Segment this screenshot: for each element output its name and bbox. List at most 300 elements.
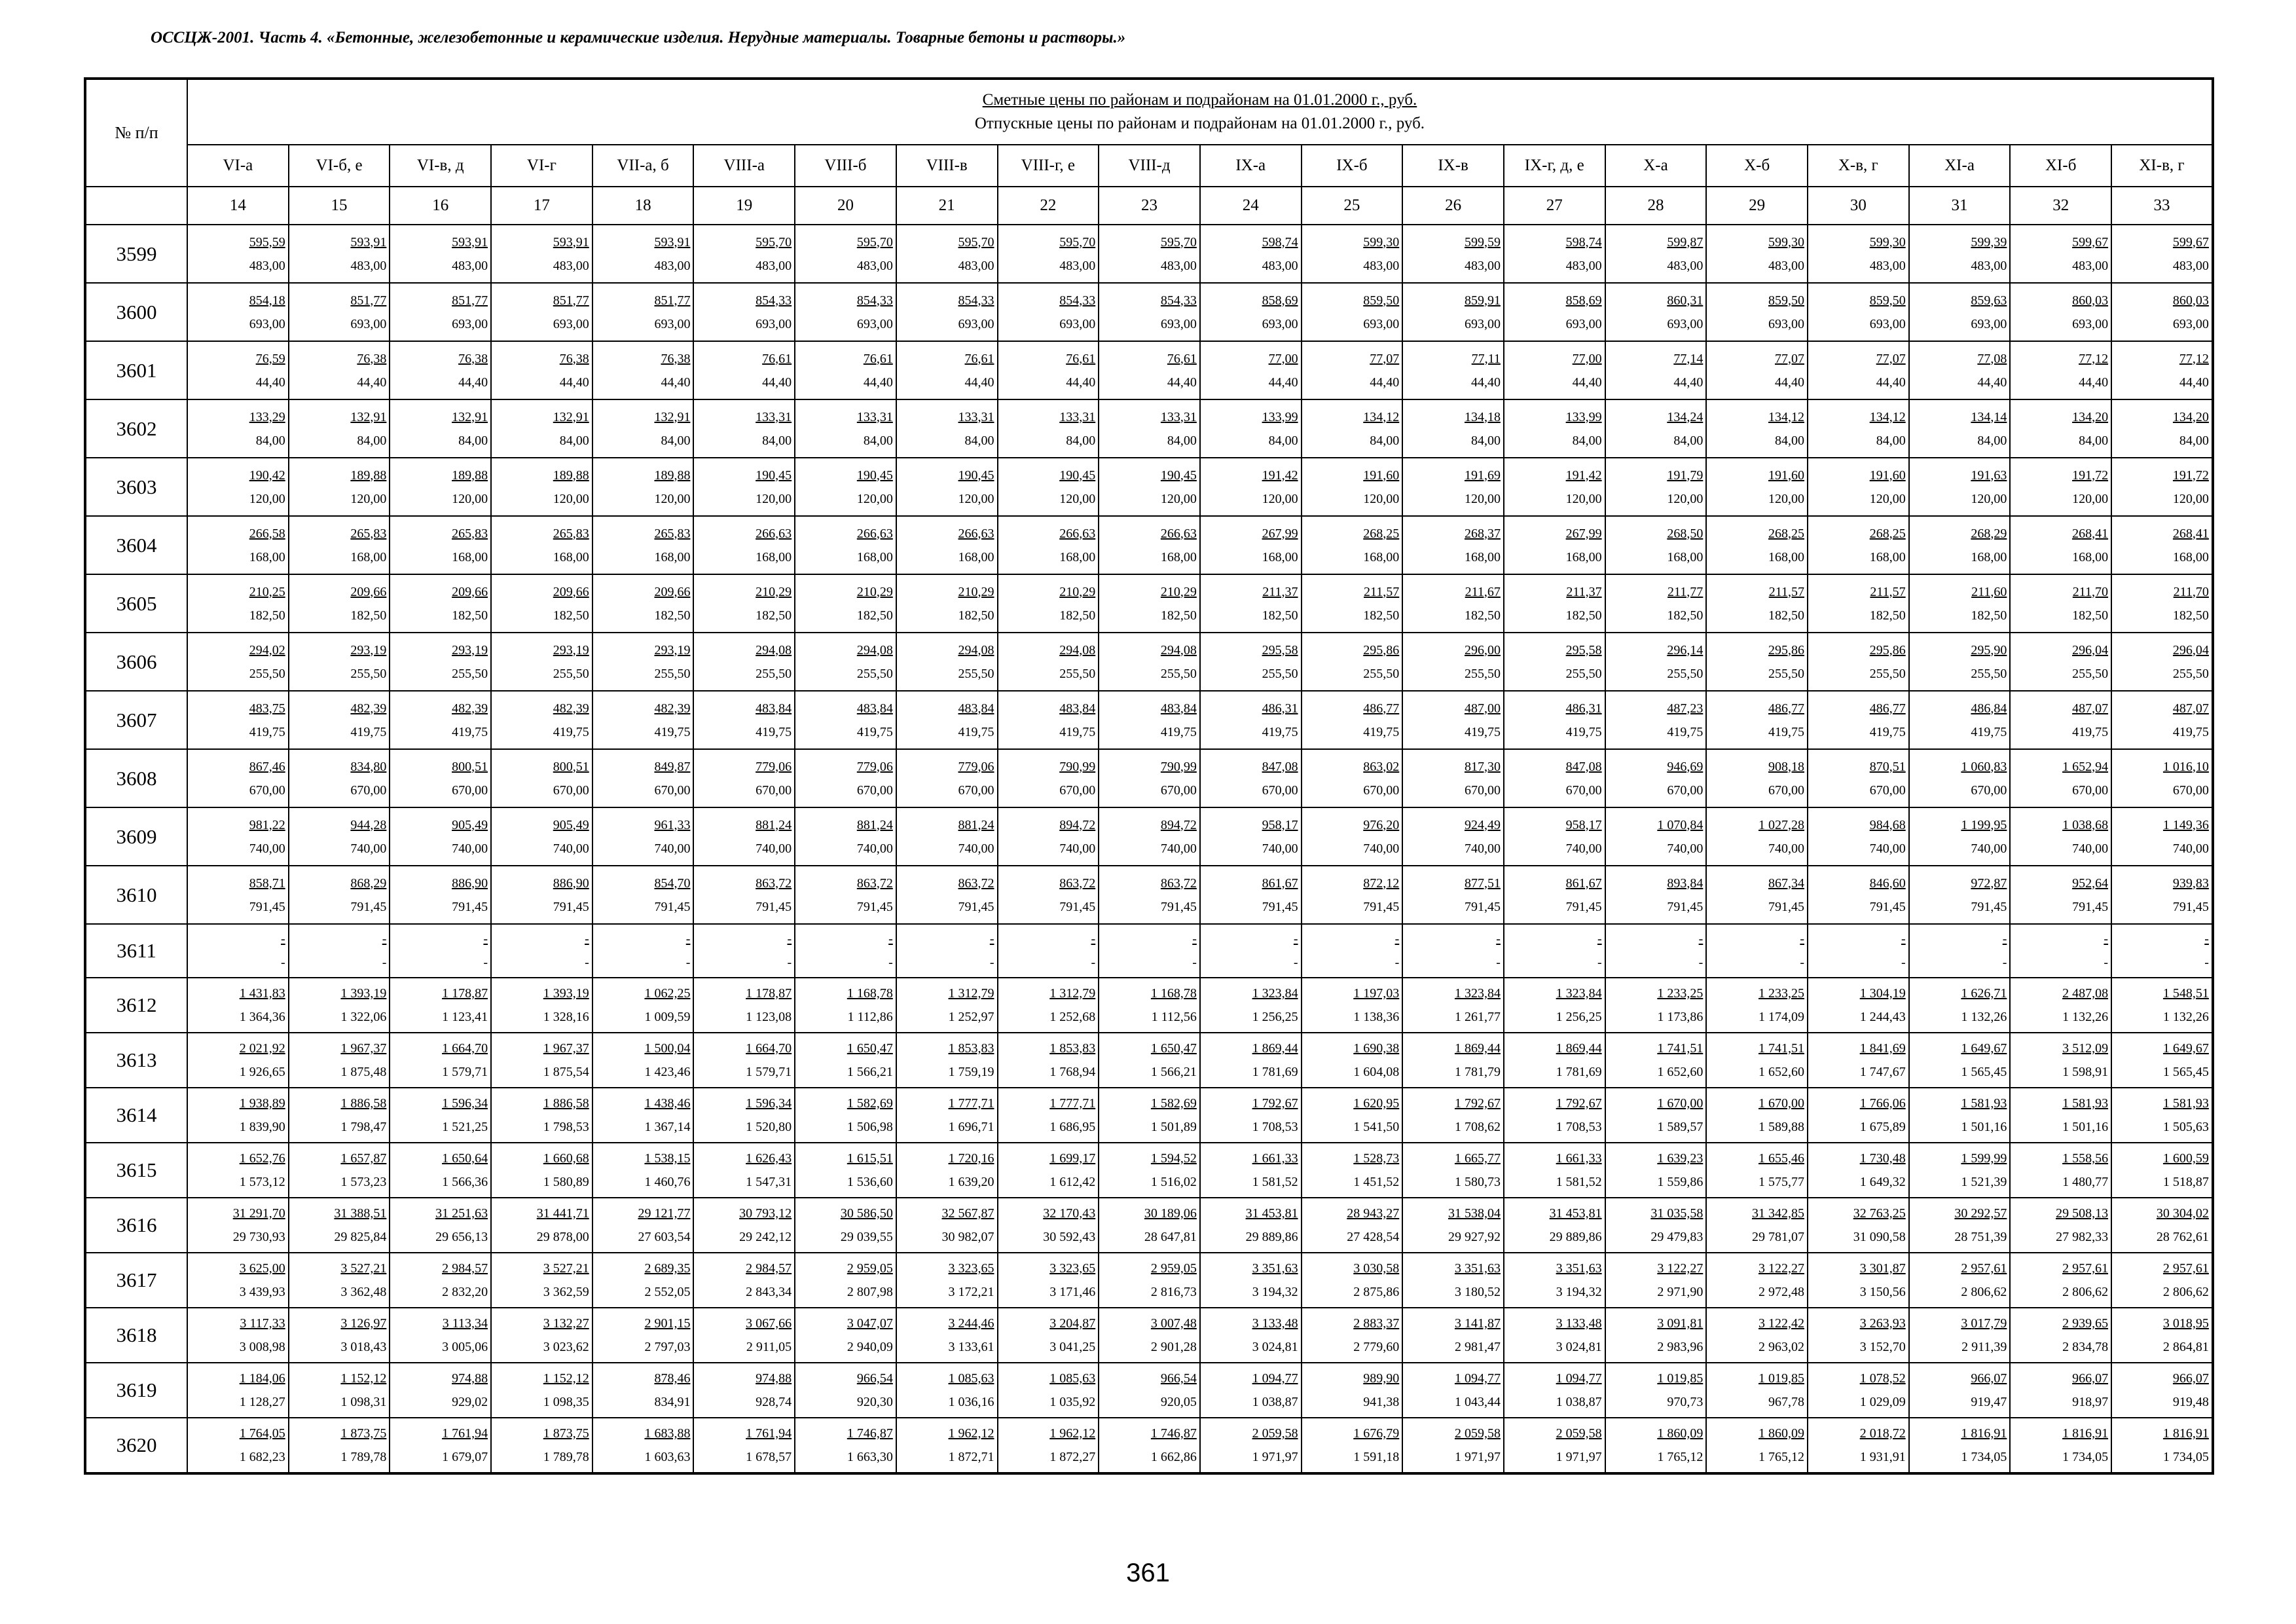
release-price: 182,50	[452, 608, 488, 623]
estimated-price: 483,84	[756, 701, 792, 716]
release-price: 693,00	[1262, 316, 1298, 331]
price-cell	[1706, 1198, 1808, 1253]
release-price: 168,00	[1667, 549, 1704, 564]
table-row	[85, 924, 2213, 978]
price-cell	[187, 1308, 289, 1363]
price-cell	[1909, 1418, 2011, 1473]
release-price: 1 501,89	[1150, 1120, 1197, 1134]
release-price: 920,30	[856, 1395, 893, 1409]
release-price: 740,00	[452, 841, 488, 856]
price-cell	[187, 1033, 289, 1088]
price-cell	[289, 1033, 390, 1088]
release-price: 1 604,08	[1353, 1065, 1400, 1079]
estimated-price: 1 596,34	[442, 1096, 488, 1111]
price-cell	[592, 1253, 694, 1308]
price-cell	[693, 1088, 795, 1143]
price-cell	[187, 1088, 289, 1143]
price-cell	[1504, 1253, 1605, 1308]
price-cell	[491, 399, 592, 458]
estimated-price: 1 657,87	[340, 1151, 387, 1166]
release-price: 693,00	[1971, 316, 2007, 331]
release-price: 168,00	[1869, 549, 1906, 564]
price-cell	[390, 691, 491, 749]
price-cell	[1909, 458, 2011, 516]
estimated-price: 1 766,06	[1859, 1096, 1906, 1111]
price-cell	[1200, 1253, 1302, 1308]
price-cell	[1099, 691, 1200, 749]
release-price: 670,00	[2172, 783, 2209, 798]
estimated-price: 1 676,79	[1353, 1426, 1400, 1441]
release-price: 919,48	[2172, 1395, 2209, 1409]
price-cell	[795, 978, 896, 1033]
region-header: IX-в	[1402, 145, 1504, 187]
price-cell	[1808, 1088, 1909, 1143]
price-cell	[1504, 225, 1605, 283]
price-cell	[1909, 399, 2011, 458]
estimated-price: 211,57	[1768, 584, 1804, 599]
table-row	[85, 749, 2213, 807]
price-cell	[2111, 1418, 2213, 1473]
release-price: 1 112,86	[847, 1010, 893, 1024]
estimated-price: 851,77	[553, 293, 589, 308]
price-cell	[1706, 399, 1808, 458]
price-cell	[1200, 458, 1302, 516]
estimated-price: 598,74	[1565, 234, 1602, 249]
price-cell	[390, 749, 491, 807]
estimated-price: 1 649,67	[2162, 1041, 2209, 1056]
release-price: 182,50	[1464, 608, 1501, 623]
price-cell	[1909, 691, 2011, 749]
release-price: 419,75	[1667, 724, 1704, 739]
release-price: 29 242,12	[739, 1230, 792, 1244]
release-price: 2 911,39	[1961, 1340, 2007, 1354]
estimated-price: 1 792,67	[1454, 1096, 1501, 1111]
release-price: 740,00	[1059, 841, 1096, 856]
estimated-price: 1 938,89	[239, 1096, 285, 1111]
estimated-price: 1 853,83	[948, 1041, 994, 1056]
release-price: 255,50	[1059, 666, 1096, 681]
release-price: 483,00	[249, 258, 285, 273]
price-cell	[2010, 807, 2111, 866]
price-cell	[289, 341, 390, 399]
estimated-price: 293,19	[350, 642, 387, 657]
estimated-price: 76,61	[762, 351, 792, 366]
release-price: 1 696,71	[948, 1120, 994, 1134]
price-cell	[693, 1308, 795, 1363]
estimated-price: 790,99	[1059, 759, 1096, 774]
release-price: 419,75	[1363, 724, 1400, 739]
release-price: 483,00	[958, 258, 994, 273]
price-cell	[2111, 807, 2213, 866]
price-cell	[1302, 1033, 1403, 1088]
price-cell	[491, 807, 592, 866]
release-price: 120,00	[1768, 491, 1804, 506]
price-cell	[289, 866, 390, 924]
row-number: 3612	[85, 978, 187, 1033]
region-header: XI-а	[1909, 145, 2011, 187]
release-price: 168,00	[452, 549, 488, 564]
price-cell	[2010, 924, 2111, 978]
estimated-price: 863,72	[1160, 876, 1197, 891]
estimated-price: -	[382, 932, 387, 946]
release-price: 28 751,39	[1954, 1230, 2007, 1244]
price-cell	[1605, 341, 1707, 399]
release-price: 1 663,30	[847, 1450, 893, 1464]
estimated-price: 1 665,77	[1454, 1151, 1501, 1166]
price-cell	[1504, 924, 1605, 978]
release-price: 929,02	[452, 1395, 488, 1409]
price-cell	[1706, 1418, 1808, 1473]
table-row	[85, 399, 2213, 458]
estimated-price: 1 038,68	[2062, 817, 2109, 832]
price-cell	[693, 691, 795, 749]
price-cell	[187, 283, 289, 341]
release-price: 1 174,09	[1758, 1010, 1804, 1024]
estimated-price: 905,49	[452, 817, 488, 832]
estimated-price: 854,70	[654, 876, 691, 891]
release-price: 483,00	[1768, 258, 1804, 273]
price-cell	[896, 458, 998, 516]
estimated-price: 2 984,57	[442, 1261, 488, 1276]
estimated-price: 2 059,58	[1556, 1426, 1602, 1441]
estimated-price: 3 351,63	[1252, 1261, 1298, 1276]
estimated-price: 2 957,61	[2062, 1261, 2109, 1276]
price-cell	[1302, 283, 1403, 341]
price-cell	[795, 283, 896, 341]
estimated-price: 1 178,87	[442, 986, 488, 1001]
release-price: 168,00	[1363, 549, 1400, 564]
price-cell	[998, 283, 1099, 341]
release-price: 670,00	[1262, 783, 1298, 798]
release-price: 419,75	[1262, 724, 1298, 739]
estimated-price: 3 301,87	[1859, 1261, 1906, 1276]
price-cell	[1302, 807, 1403, 866]
estimated-price: 30 292,57	[1954, 1206, 2007, 1221]
estimated-price: 854,33	[1160, 293, 1197, 308]
price-cell	[2111, 1033, 2213, 1088]
estimated-price: 599,67	[2072, 234, 2109, 249]
release-price: -	[281, 955, 285, 970]
row-number: 3618	[85, 1308, 187, 1363]
price-cell	[2111, 458, 2213, 516]
price-cell	[1200, 574, 1302, 633]
estimated-price: 266,63	[756, 526, 792, 541]
release-price: -	[382, 955, 387, 970]
release-price: 255,50	[2072, 666, 2109, 681]
release-price: 1 734,05	[2062, 1450, 2109, 1464]
release-price: 791,45	[1667, 899, 1704, 914]
price-cell	[592, 399, 694, 458]
release-price: 1 506,98	[847, 1120, 893, 1134]
price-cell	[1706, 1253, 1808, 1308]
estimated-price: 1 967,37	[340, 1041, 387, 1056]
price-cell	[491, 633, 592, 691]
price-cell	[1605, 1418, 1707, 1473]
release-price: 791,45	[1768, 899, 1804, 914]
column-number: 20	[795, 187, 896, 225]
price-cell	[1808, 866, 1909, 924]
row-number: 3600	[85, 283, 187, 341]
estimated-price: 974,88	[756, 1371, 792, 1386]
price-cell	[1909, 807, 2011, 866]
price-cell	[1200, 807, 1302, 866]
release-price: 255,50	[958, 666, 994, 681]
estimated-price: 3 133,48	[1252, 1316, 1298, 1331]
price-cell	[491, 574, 592, 633]
release-price: 791,45	[1869, 899, 1906, 914]
price-cell	[1605, 633, 1707, 691]
price-cell	[2010, 1308, 2111, 1363]
price-cell	[1099, 399, 1200, 458]
column-number: 15	[289, 187, 390, 225]
estimated-price: 1 600,59	[2162, 1151, 2209, 1166]
price-cell	[187, 399, 289, 458]
release-price: 182,50	[1160, 608, 1197, 623]
estimated-price: 190,45	[856, 468, 893, 483]
price-cell	[592, 283, 694, 341]
release-price: 1 518,87	[2162, 1175, 2209, 1189]
release-price: 3 024,81	[1556, 1340, 1602, 1354]
estimated-price: -	[2002, 932, 2007, 946]
estimated-price: 265,83	[553, 526, 589, 541]
price-cell	[1808, 1363, 1909, 1418]
price-cell	[693, 866, 795, 924]
estimated-price: 2 957,61	[1961, 1261, 2007, 1276]
price-cell	[1605, 924, 1707, 978]
price-cell	[693, 516, 795, 574]
release-price: 3 180,52	[1454, 1285, 1501, 1299]
estimated-price: 598,74	[1262, 234, 1298, 249]
price-cell	[896, 1033, 998, 1088]
estimated-price: 486,77	[1768, 701, 1804, 716]
price-cell	[896, 1418, 998, 1473]
release-price: 1 872,71	[948, 1450, 994, 1464]
price-cell	[1200, 1308, 1302, 1363]
estimated-price: 134,20	[2172, 409, 2209, 424]
estimated-price: 31 251,63	[435, 1206, 488, 1221]
price-cell	[998, 1033, 1099, 1088]
price-cell	[1504, 1033, 1605, 1088]
release-price: 941,38	[1363, 1395, 1400, 1409]
price-cell	[2010, 1088, 2111, 1143]
price-cell	[1302, 399, 1403, 458]
price-cell	[1706, 225, 1808, 283]
estimated-price: 868,29	[350, 876, 387, 891]
price-cell	[1808, 749, 1909, 807]
price-cell	[2111, 283, 2213, 341]
price-cell	[1302, 225, 1403, 283]
release-price: 3 150,56	[1859, 1285, 1906, 1299]
row-number: 3604	[85, 516, 187, 574]
region-header-row	[85, 145, 2213, 187]
column-number: 17	[491, 187, 592, 225]
price-cell	[491, 866, 592, 924]
release-price: 255,50	[2172, 666, 2209, 681]
estimated-price: 132,91	[452, 409, 488, 424]
release-price: 120,00	[452, 491, 488, 506]
price-cell	[1402, 1308, 1504, 1363]
release-price: 168,00	[553, 549, 589, 564]
price-cell	[390, 283, 491, 341]
release-price: 740,00	[756, 841, 792, 856]
price-cell	[592, 1033, 694, 1088]
estimated-price: 1 596,34	[746, 1096, 792, 1111]
table-row	[85, 1033, 2213, 1088]
estimated-price: 3 030,58	[1353, 1261, 1400, 1276]
price-cell	[1808, 516, 1909, 574]
estimated-price: 1 792,67	[1556, 1096, 1602, 1111]
release-price: 168,00	[856, 549, 893, 564]
price-cell	[1706, 1143, 1808, 1198]
release-price: 44,40	[1673, 375, 1704, 390]
release-price: 1 573,12	[239, 1175, 285, 1189]
release-price: 670,00	[1667, 783, 1704, 798]
price-cell	[896, 399, 998, 458]
estimated-price: 867,46	[249, 759, 285, 774]
price-cell	[795, 399, 896, 458]
price-cell	[896, 283, 998, 341]
price-cell	[390, 574, 491, 633]
release-price: -	[1192, 955, 1197, 970]
estimated-price: 210,29	[756, 584, 792, 599]
price-cell	[1099, 1088, 1200, 1143]
price-cell	[390, 1198, 491, 1253]
price-cell	[289, 1363, 390, 1418]
table-row	[85, 1363, 2213, 1418]
price-cell	[1302, 924, 1403, 978]
estimated-price: 599,39	[1971, 234, 2007, 249]
estimated-price: 1 777,71	[948, 1096, 994, 1111]
estimated-price: 1 019,85	[1657, 1371, 1704, 1386]
estimated-price: 851,77	[654, 293, 691, 308]
release-price: 928,74	[756, 1395, 792, 1409]
release-price: 120,00	[1262, 491, 1298, 506]
estimated-price: 1 149,36	[2162, 817, 2209, 832]
estimated-price: 1 816,91	[2062, 1426, 2109, 1441]
price-cell	[896, 978, 998, 1033]
estimated-price: 77,14	[1673, 351, 1704, 366]
price-cell	[1808, 978, 1909, 1033]
estimated-price: 482,39	[654, 701, 691, 716]
price-cell	[795, 458, 896, 516]
release-price: -	[1293, 955, 1298, 970]
estimated-price: 1 582,69	[1150, 1096, 1197, 1111]
release-price: -	[1901, 955, 1906, 970]
estimated-price: 3 263,93	[1859, 1316, 1906, 1331]
estimated-price: 267,99	[1565, 526, 1602, 541]
release-price: 120,00	[1667, 491, 1704, 506]
release-price: 84,00	[1876, 433, 1906, 448]
release-price: 28 762,61	[2156, 1230, 2209, 1244]
release-price: 84,00	[1470, 433, 1501, 448]
release-price: 791,45	[756, 899, 792, 914]
price-cell	[187, 1198, 289, 1253]
estimated-price: 31 453,81	[1245, 1206, 1298, 1221]
release-price: 3 005,06	[442, 1340, 488, 1354]
price-cell	[795, 341, 896, 399]
row-number: 3617	[85, 1253, 187, 1308]
estimated-price: 859,50	[1869, 293, 1906, 308]
price-cell	[998, 1253, 1099, 1308]
price-cell	[795, 1308, 896, 1363]
estimated-price: 134,24	[1667, 409, 1704, 424]
estimated-price: 133,99	[1565, 409, 1602, 424]
table-row	[85, 1418, 2213, 1473]
release-price: 182,50	[553, 608, 589, 623]
release-price: 1 035,92	[1049, 1395, 1096, 1409]
price-cell	[693, 574, 795, 633]
estimated-price: -	[1800, 932, 1804, 946]
price-cell	[693, 1253, 795, 1308]
price-cell	[1605, 807, 1707, 866]
row-number: 3603	[85, 458, 187, 516]
release-price: 670,00	[756, 783, 792, 798]
price-cell	[1099, 1033, 1200, 1088]
release-price: -	[2104, 955, 2109, 970]
release-price: 419,75	[249, 724, 285, 739]
estimated-price: 189,88	[654, 468, 691, 483]
price-cell	[289, 633, 390, 691]
release-price: 2 806,62	[2062, 1285, 2109, 1299]
release-price: 1 029,09	[1859, 1395, 1906, 1409]
price-cell	[896, 1143, 998, 1198]
release-price: 791,45	[1565, 899, 1602, 914]
release-price: 693,00	[1869, 316, 1906, 331]
estimated-price: 858,69	[1262, 293, 1298, 308]
release-price: 670,00	[1464, 783, 1501, 798]
price-cell	[1099, 1143, 1200, 1198]
release-price: 29 927,92	[1448, 1230, 1501, 1244]
estimated-price: 894,72	[1059, 817, 1096, 832]
price-cell	[1909, 924, 2011, 978]
price-cell	[390, 807, 491, 866]
estimated-price: 1 652,94	[2062, 759, 2109, 774]
estimated-price: 2 959,05	[847, 1261, 893, 1276]
release-price: 419,75	[756, 724, 792, 739]
estimated-price: 1 660,68	[543, 1151, 589, 1166]
price-cell	[491, 978, 592, 1033]
release-price: 791,45	[1464, 899, 1501, 914]
release-price: 182,50	[2072, 608, 2109, 623]
estimated-price: -	[281, 932, 285, 946]
table-row	[85, 807, 2213, 866]
column-number: 32	[2010, 187, 2111, 225]
estimated-price: 854,33	[756, 293, 792, 308]
release-price: 182,50	[958, 608, 994, 623]
estimated-price: 1 323,84	[1252, 986, 1298, 1001]
estimated-price: 847,08	[1565, 759, 1602, 774]
price-cell	[289, 225, 390, 283]
price-cell	[1402, 341, 1504, 399]
estimated-price: 191,60	[1768, 468, 1804, 483]
estimated-price: 1 661,33	[1252, 1151, 1298, 1166]
estimated-price: 487,00	[1464, 701, 1501, 716]
estimated-price: 265,83	[350, 526, 387, 541]
release-price: 1 581,52	[1556, 1175, 1602, 1189]
estimated-price: 1 777,71	[1049, 1096, 1096, 1111]
price-cell	[1200, 283, 1302, 341]
page-number: 361	[1126, 1559, 1170, 1587]
region-header: XI-б	[2010, 145, 2111, 187]
release-price: 1 872,27	[1049, 1450, 1096, 1464]
estimated-price: 133,31	[1160, 409, 1197, 424]
price-cell	[1504, 1418, 1605, 1473]
release-price: 693,00	[553, 316, 589, 331]
release-price: 1 256,25	[1556, 1010, 1602, 1024]
estimated-price: 1 233,25	[1657, 986, 1704, 1001]
price-cell	[1302, 866, 1403, 924]
release-price: 670,00	[1565, 783, 1602, 798]
